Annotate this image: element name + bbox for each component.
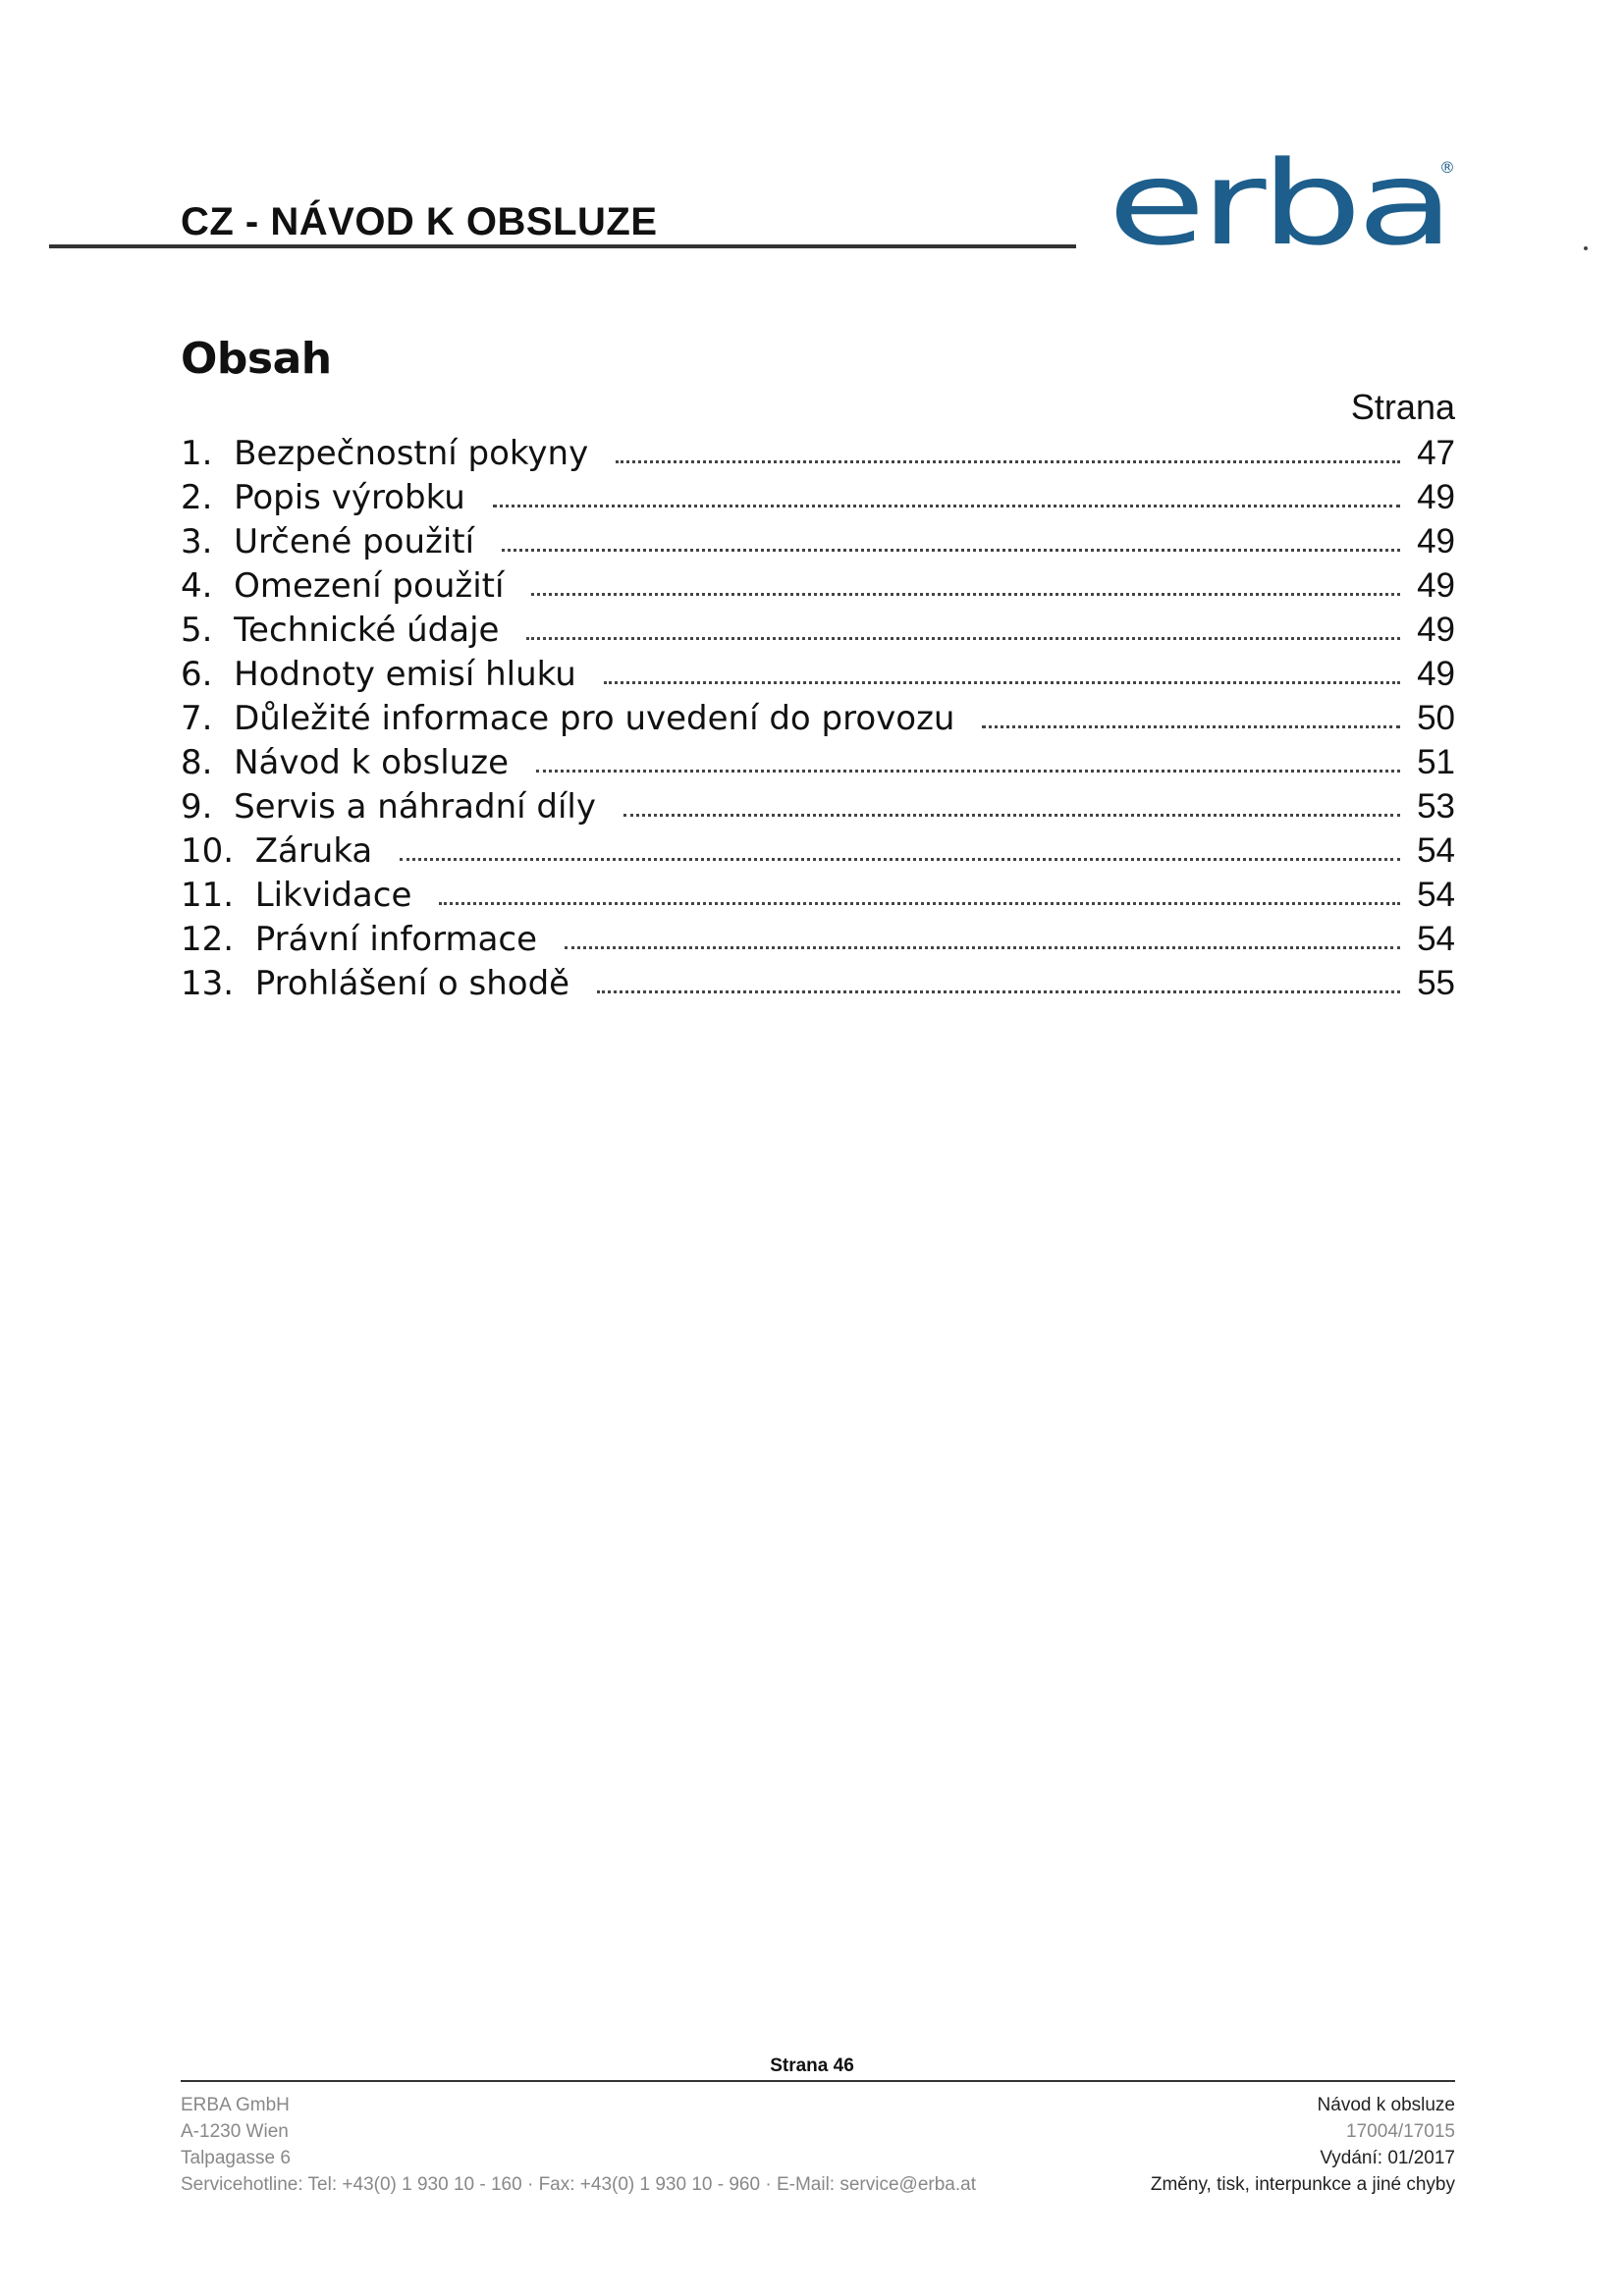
document-info [1151, 2092, 1455, 2198]
toc-entry[interactable] [181, 561, 1455, 606]
toc-entry-title: Prohlášení o shodě [254, 964, 570, 1003]
dot-leader [604, 681, 1400, 684]
edition-info: Vydání: 01/2017 [1320, 2148, 1455, 2168]
toc-entry-title: Určené použití [234, 522, 475, 561]
dot-leader [616, 460, 1400, 463]
toc-entry-number: 5. [181, 611, 235, 650]
toc-entry[interactable] [181, 827, 1455, 871]
document-number: 17004/17015 [1346, 2121, 1455, 2142]
toc-entry-number: 8. [181, 743, 235, 782]
disclaimer: Změny, tisk, interpunkce a jiné chyby [1150, 2174, 1455, 2195]
dot-leader [526, 637, 1400, 640]
erba-logo [1108, 155, 1463, 263]
dot-leader [531, 593, 1400, 596]
toc-entry[interactable] [181, 606, 1455, 650]
toc-entry[interactable] [181, 694, 1455, 738]
toc-heading: Obsah [181, 334, 332, 384]
dot-leader [536, 770, 1400, 773]
service-hotline: Servicehotline: Tel: +43(0) 1 930 10 - 160 · Fax: +43(0) 1 930 10 - 960 · E-Mail: service@erba.at [181, 2174, 976, 2195]
toc-entry-number: 4. [181, 566, 235, 606]
company-address [181, 2092, 976, 2198]
toc-entry-number: 12. [181, 920, 255, 959]
page-dot [1584, 246, 1588, 250]
toc-entry-page: 49 [1417, 478, 1455, 516]
toc-entry-page: 54 [1417, 831, 1455, 870]
toc-entry-page: 51 [1417, 743, 1455, 781]
toc-entry-title: Právní informace [254, 920, 538, 959]
toc-entry-title: Popis výrobku [234, 478, 465, 517]
toc-entry-title: Bezpečnostní pokyny [234, 434, 589, 473]
toc-entry-page: 54 [1417, 876, 1455, 914]
document-name: Návod k obsluze [1317, 2095, 1455, 2115]
dot-leader [623, 814, 1400, 817]
toc-entry[interactable] [181, 473, 1455, 517]
toc-entry[interactable] [181, 959, 1455, 1003]
page-column-label: Strana [1350, 387, 1455, 427]
company-street: Talpagasse 6 [181, 2148, 291, 2168]
toc-entry-number: 7. [181, 699, 235, 738]
toc-entry-title: Servis a náhradní díly [234, 787, 596, 827]
header-divider [49, 244, 1076, 248]
toc-entry-title: Důležité informace pro uvedení do provozu [234, 699, 955, 738]
toc-entry[interactable] [181, 429, 1455, 473]
toc-entry-page: 49 [1417, 611, 1455, 649]
dot-leader [597, 990, 1400, 993]
company-city: A-1230 Wien [181, 2121, 289, 2142]
logo-wordmark: erba [1108, 155, 1449, 263]
dot-leader [502, 549, 1400, 552]
dot-leader [982, 725, 1400, 728]
toc-entry-title: Omezení použití [234, 566, 505, 606]
toc-entry-number: 9. [181, 787, 235, 827]
toc-entry[interactable] [181, 738, 1455, 782]
toc-entry[interactable] [181, 517, 1455, 561]
dot-leader [439, 902, 1400, 905]
toc-entry-title: Návod k obsluze [234, 743, 509, 782]
table-of-contents [181, 429, 1455, 1003]
toc-entry-title: Hodnoty emisí hluku [234, 655, 576, 694]
dot-leader [565, 946, 1400, 949]
toc-entry-page: 54 [1417, 920, 1455, 958]
toc-entry-number: 2. [181, 478, 235, 517]
company-name: ERBA GmbH [181, 2095, 290, 2115]
toc-entry-title: Likvidace [254, 876, 412, 915]
toc-entry[interactable] [181, 782, 1455, 827]
toc-entry-page: 55 [1417, 964, 1455, 1002]
toc-entry-page: 50 [1417, 699, 1455, 737]
toc-entry-page: 47 [1417, 434, 1455, 472]
toc-entry-number: 3. [181, 522, 235, 561]
toc-entry[interactable] [181, 650, 1455, 694]
toc-entry-title: Technické údaje [234, 611, 500, 650]
toc-entry-number: 6. [181, 655, 235, 694]
toc-entry-page: 53 [1417, 787, 1455, 826]
toc-entry[interactable] [181, 915, 1455, 959]
document-title: CZ - NÁVOD K OBSLUZE [181, 200, 658, 243]
toc-entry[interactable] [181, 871, 1455, 915]
registered-mark: ® [1439, 158, 1455, 177]
toc-entry-number: 11. [181, 876, 255, 915]
footer-divider [181, 2080, 1455, 2082]
dot-leader [493, 505, 1400, 507]
dot-leader [400, 858, 1400, 861]
toc-entry-number: 10. [181, 831, 255, 871]
toc-entry-page: 49 [1417, 655, 1455, 693]
toc-entry-page: 49 [1417, 522, 1455, 561]
toc-entry-page: 49 [1417, 566, 1455, 605]
toc-entry-number: 13. [181, 964, 255, 1003]
page-number: Strana 46 [770, 2056, 854, 2076]
toc-entry-title: Záruka [254, 831, 373, 871]
toc-entry-number: 1. [181, 434, 235, 473]
